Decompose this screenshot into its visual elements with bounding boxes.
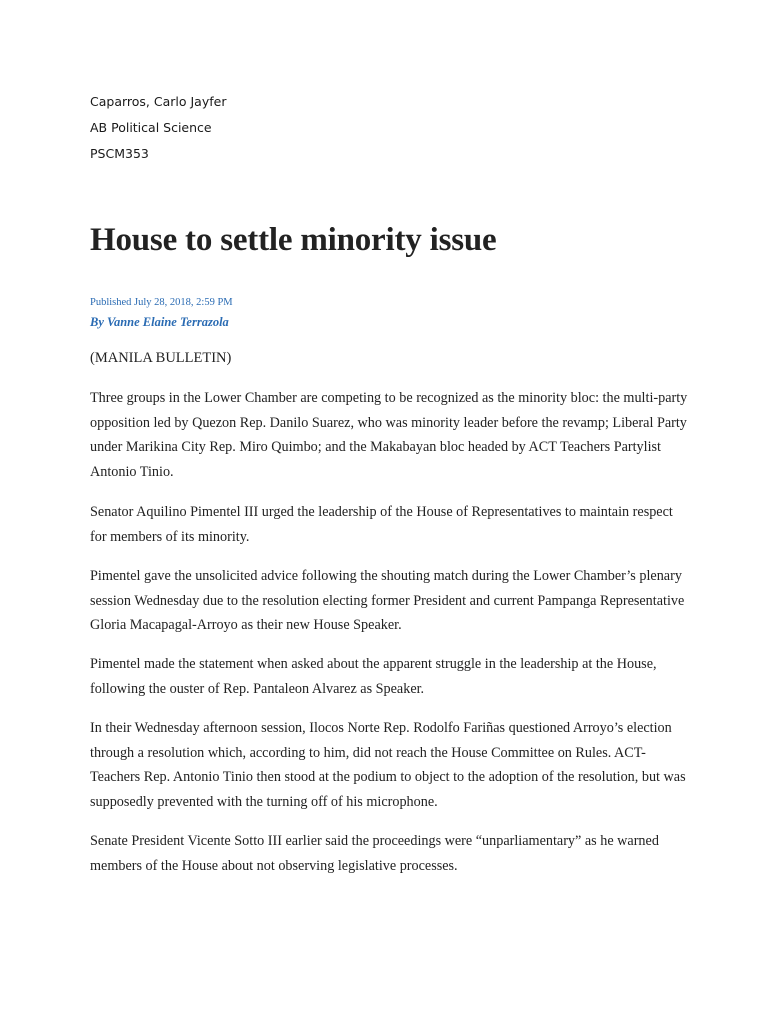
paragraph-line: Three groups in the Lower Chamber are competing to be recognized as the minority bloc: the multi-party <box>90 390 688 406</box>
paragraph-line: following the ouster of Rep. Pantaleon Alvarez as Speaker. <box>90 680 425 697</box>
paragraph-1 <box>90 386 688 484</box>
paragraph-6 <box>90 829 680 878</box>
paragraph-3 <box>90 564 685 638</box>
paragraph-line: session Wednesday due to the resolution electing former President and current Pampanga Representative <box>90 592 685 609</box>
news-source: (MANILA BULLETIN) <box>90 350 232 366</box>
paragraph-line: Senate President Vicente Sotto III earlier said the proceedings were “unparliamentary” as he warned <box>90 833 659 849</box>
author-name: Caparros, Carlo Jayfer <box>90 94 227 109</box>
article-title: House to settle minority issue <box>90 222 497 258</box>
paragraph-line: In their Wednesday afternoon session, Ilocos Norte Rep. Rodolfo Fariñas questioned Arroyo’s election <box>90 720 672 736</box>
paragraph-line: under Marikina City Rep. Miro Quimbo; and the Makabayan bloc headed by ACT Teachers Partylist <box>90 439 661 455</box>
paragraph-line: supposedly prevented with the turning off of his microphone. <box>90 793 438 810</box>
paragraph-2 <box>90 500 680 549</box>
paragraph-line: Pimentel gave the unsolicited advice following the shouting match during the Lower Chamber’s plenary <box>90 568 682 584</box>
paragraph-line: Pimentel made the statement when asked about the apparent struggle in the leadership at the House, <box>90 656 657 672</box>
author-byline[interactable]: By Vanne Elaine Terrazola <box>90 315 229 329</box>
course-code: PSCM353 <box>90 146 149 161</box>
published-date: Published July 28, 2018, 2:59 PM <box>90 297 233 308</box>
paragraph-line: opposition led by Quezon Rep. Danilo Suarez, who was minority leader before the revamp; Liberal Party <box>90 414 687 431</box>
course-name: AB Political Science <box>90 120 212 135</box>
paragraph-line: Senator Aquilino Pimentel III urged the leadership of the House of Representatives to maintain respect <box>90 504 673 520</box>
paragraph-line: members of the House about not observing legislative processes. <box>90 857 458 874</box>
paragraph-line: Teachers Rep. Antonio Tinio then stood at the podium to object to the adoption of the resolution, but was <box>90 769 686 785</box>
paragraph-5 <box>90 716 686 814</box>
paragraph-line: for members of its minority. <box>90 528 250 545</box>
paragraph-line: Gloria Macapagal-Arroyo as their new House Speaker. <box>90 617 402 633</box>
paragraph-line: through a resolution which, according to him, did not reach the House Committee on Rules. ACT- <box>90 744 646 761</box>
paragraph-4 <box>90 652 680 701</box>
paragraph-line: Antonio Tinio. <box>90 463 174 480</box>
